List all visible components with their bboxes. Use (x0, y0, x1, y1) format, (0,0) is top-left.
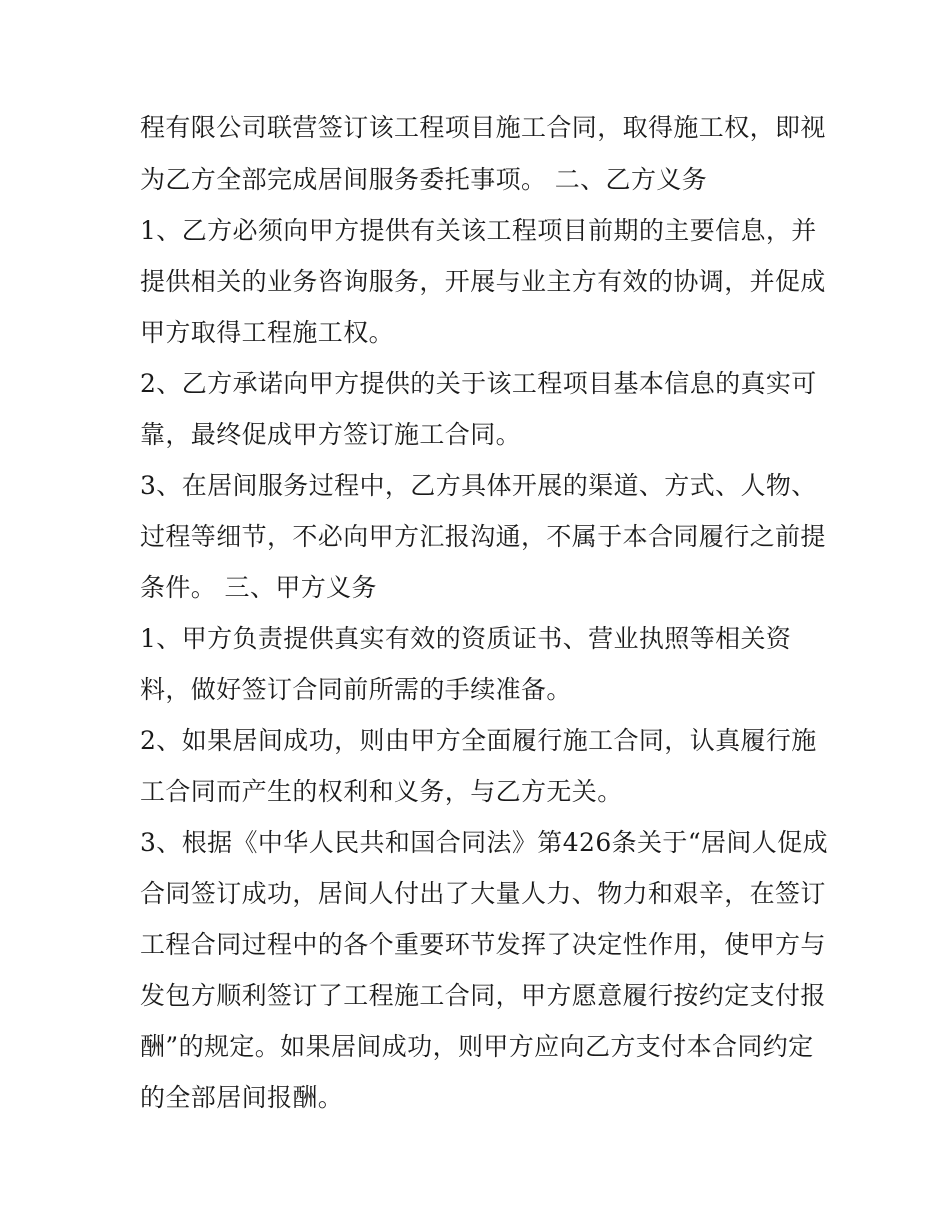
text-line: 3、根据《中华人民共和国合同法》第426条关于“居间人促成 (140, 828, 829, 857)
text-line: 1、甲方负责提供真实有效的资质证书、营业执照等相关资 (140, 624, 792, 653)
text-line: 1、乙方必须向甲方提供有关该工程项目前期的主要信息，并 (140, 216, 817, 245)
text-line: 甲方取得工程施工权。 (140, 318, 395, 347)
text-line: 发包方顺利签订了工程施工合同，甲方愿意履行按约定支付报 (140, 981, 826, 1010)
text-line: 料，做好签订合同前所需的手续准备。 (140, 675, 572, 704)
text-line: 酬”的规定。如果居间成功，则甲方应向乙方支付本合同约定 (140, 1032, 814, 1061)
text-line: 条件。 三、甲方义务 (140, 573, 377, 602)
text-line: 为乙方全部完成居间服务委托事项。 二、乙方义务 (140, 165, 708, 194)
text-line: 工程合同过程中的各个重要环节发挥了决定性作用，使甲方与 (140, 930, 826, 959)
text-line: 3、在居间服务过程中，乙方具体开展的渠道、方式、人物、 (140, 471, 817, 500)
text-line: 靠，最终促成甲方签订施工合同。 (140, 420, 522, 449)
text-line: 过程等细节，不必向甲方汇报沟通，不属于本合同履行之前提 (140, 522, 826, 551)
text-line: 2、乙方承诺向甲方提供的关于该工程项目基本信息的真实可 (140, 369, 817, 398)
text-line: 提供相关的业务咨询服务，开展与业主方有效的协调，并促成 (140, 267, 826, 296)
text-line: 程有限公司联营签订该工程项目施工合同，取得施工权，即视 (140, 113, 826, 142)
text-line: 的全部居间报酬。 (140, 1083, 344, 1112)
text-line: 2、如果居间成功，则由甲方全面履行施工合同，认真履行施 (140, 726, 817, 755)
text-line: 工合同而产生的权利和义务，与乙方无关。 (140, 777, 623, 806)
text-line: 合同签订成功，居间人付出了大量人力、物力和艰辛，在签订 (140, 879, 826, 908)
